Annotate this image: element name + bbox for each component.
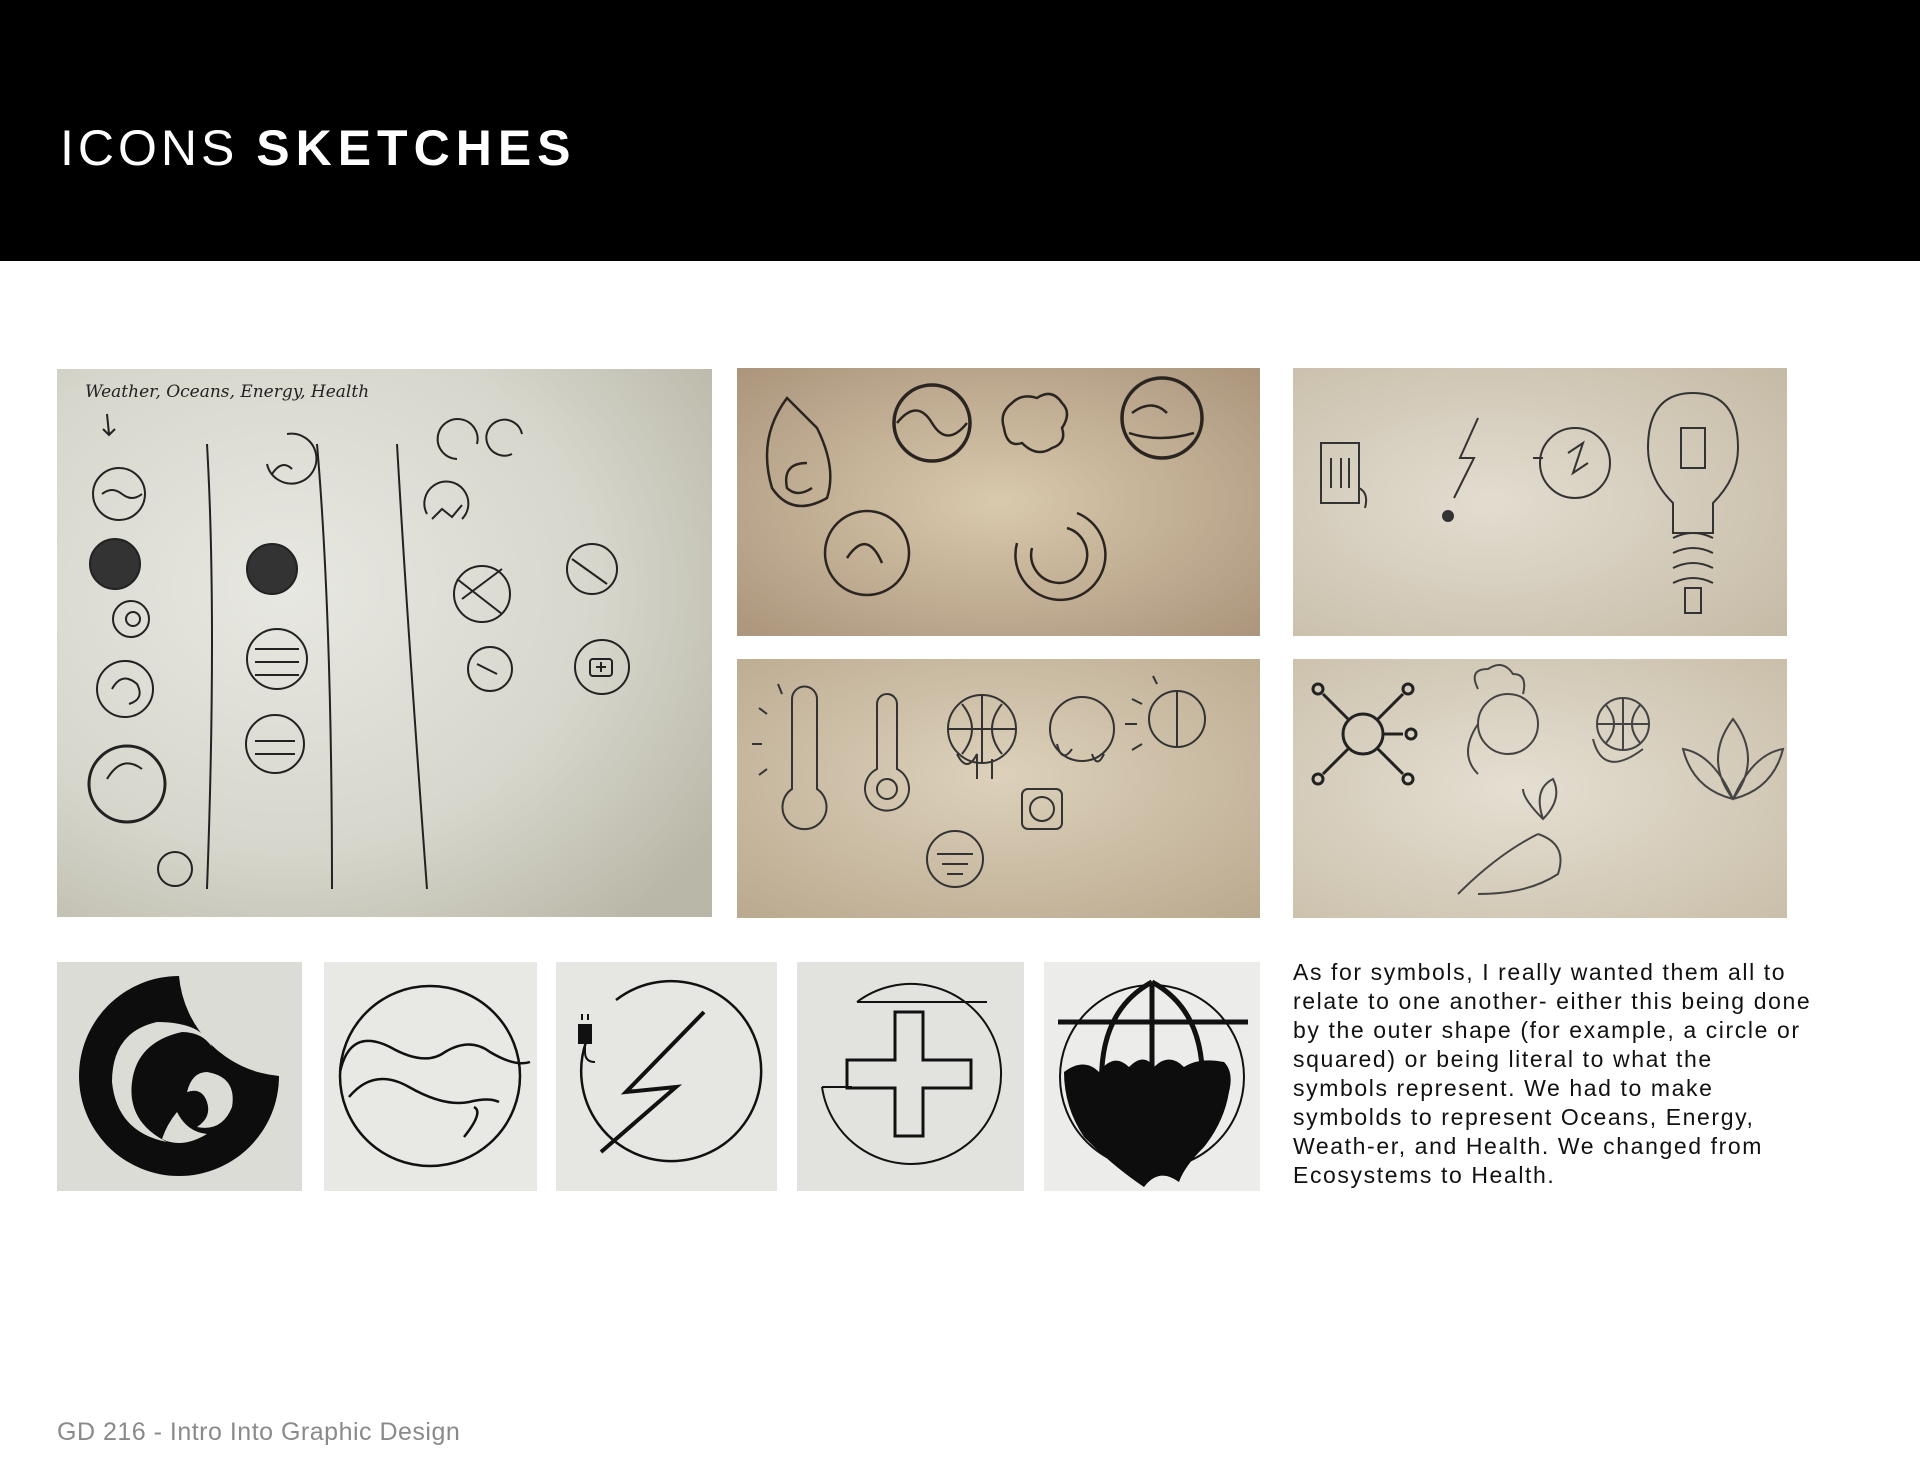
energy-sketches-photo [1293, 368, 1787, 636]
sketch-sheet-photo [57, 369, 712, 917]
weather-sketches-photo [737, 659, 1260, 918]
energy-icon [556, 962, 777, 1191]
title-light: ICONS [60, 120, 257, 176]
globe-icon [1044, 962, 1260, 1191]
ocean-icon [57, 962, 302, 1191]
description-text: As for symbols, I really wanted them all to relate to one another- either this being done by the outer shape (for example, a circle or squared) or being literal to what the symbols represent. We had to make symbolds to represent Oceans, Energy, Weath-er, and Health. We changed from Ecosystems to Health. [1293, 959, 1812, 1188]
ocean-sketches-photo [737, 368, 1260, 636]
title-bold: SKETCHES [256, 120, 577, 176]
page-title [60, 118, 577, 178]
sketch-note: Weather, Oceans, Energy, Health [85, 382, 370, 402]
health-sketches-photo [1293, 659, 1787, 918]
footer-course-label: GD 216 - Intro Into Graphic Design [57, 1418, 461, 1446]
header-band [0, 0, 1920, 261]
health-icon [797, 962, 1024, 1191]
weather-icon [324, 962, 537, 1191]
